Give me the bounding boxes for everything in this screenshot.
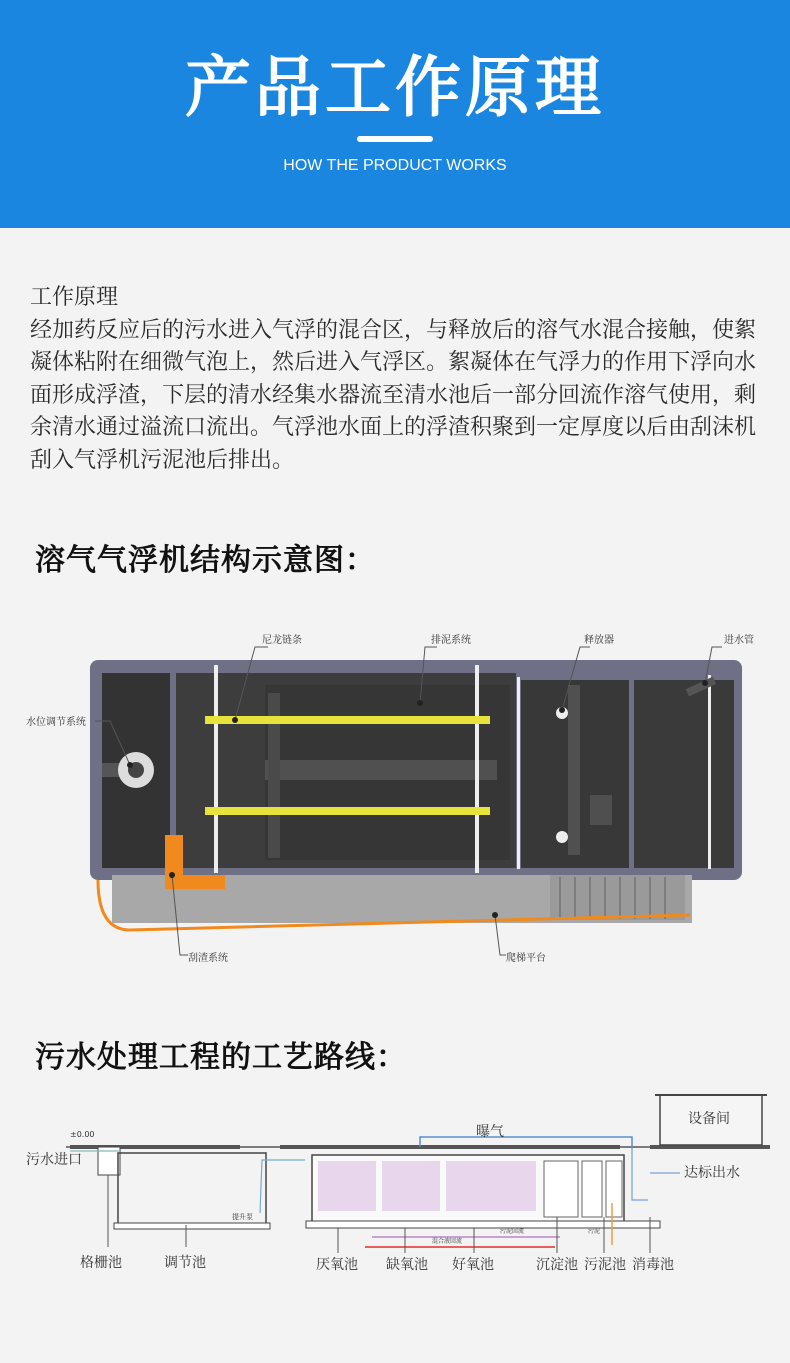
label-outlet: 达标出水 — [684, 1165, 740, 1181]
label-sludge-small: 污泥 — [588, 1228, 601, 1235]
label-sewage-inlet: 污水进口 — [26, 1152, 82, 1168]
level-mark: ±0.00 — [70, 1130, 95, 1139]
flotation-structure-diagram — [0, 625, 790, 975]
sedimentation-tank — [544, 1161, 578, 1217]
rail-inlet — [708, 675, 711, 869]
principle-body: 经加药反应后的污水进入气浮的混合区，与释放后的溶气水混合接触，使絮凝体粘附在细微气泡上，然后进入气浮区。絮凝体在气浮力的作用下浮向水面形成浮渣，下层的清水经集水器流至清水池后一部分回流作溶气使用，剩余清水通过溢流口流出。气浮池水面上的浮渣积聚到一定厚度以后由刮沫机刮入气浮机污泥池后排出。 — [30, 317, 757, 473]
label-aerobic: 好氧池 — [452, 1257, 494, 1273]
chain-lower — [205, 807, 490, 815]
rail-middle — [517, 677, 520, 869]
structure-title: 溶气气浮机结构示意图： — [35, 543, 376, 578]
label-sludge-system: 排泥系统 — [431, 635, 471, 646]
release-valve — [590, 795, 612, 825]
label-level-system: 水位调节系统 — [26, 717, 86, 728]
pipe-horizontal — [265, 760, 497, 780]
banner-title: 产品工作原理 — [185, 49, 605, 126]
label-lift-pump: 提升泵 — [232, 1213, 253, 1221]
label-mixed-return: 混合液回流 — [432, 1238, 463, 1245]
release-pipe — [568, 685, 580, 855]
rail-left — [214, 665, 218, 873]
process-title: 污水处理工程的工艺路线： — [35, 1040, 407, 1075]
label-sludge-return: 污泥回流 — [500, 1228, 525, 1235]
chain-upper — [205, 716, 490, 724]
sludge-tank — [582, 1161, 602, 1217]
label-bar-screen: 格栅池 — [80, 1255, 122, 1271]
banner-subtitle: HOW THE PRODUCT WORKS — [283, 157, 507, 174]
label-regulating: 调节池 — [164, 1255, 206, 1271]
label-sludge: 污泥池 — [584, 1257, 626, 1273]
label-ladder-platform: 爬梯平台 — [506, 953, 546, 964]
label-nylon-chain: 尼龙链条 — [262, 635, 302, 646]
label-releaser: 释放器 — [584, 635, 614, 646]
principle-heading: 工作原理 — [30, 285, 119, 310]
header-banner — [0, 0, 790, 228]
principle-section — [30, 282, 765, 477]
label-aeration: 曝气 — [476, 1124, 504, 1140]
label-scraper-system: 刮渣系统 — [188, 953, 228, 964]
anaerobic-media — [318, 1161, 376, 1211]
label-anoxic: 缺氧池 — [386, 1257, 428, 1273]
compartment-inlet — [634, 680, 734, 868]
disinfection-tank — [606, 1161, 622, 1217]
label-disinfection: 消毒池 — [632, 1257, 674, 1273]
label-equipment-room: 设备间 — [688, 1111, 730, 1127]
rail-right — [475, 665, 479, 873]
process-route-diagram — [0, 1085, 790, 1295]
banner-divider — [357, 136, 433, 142]
anoxic-media — [382, 1161, 440, 1211]
aerobic-media — [446, 1161, 536, 1211]
label-inlet-pipe: 进水管 — [724, 635, 754, 646]
releaser-bottom — [556, 831, 568, 843]
label-anaerobic: 厌氧池 — [316, 1257, 358, 1273]
label-sedimentation: 沉淀池 — [536, 1257, 578, 1273]
